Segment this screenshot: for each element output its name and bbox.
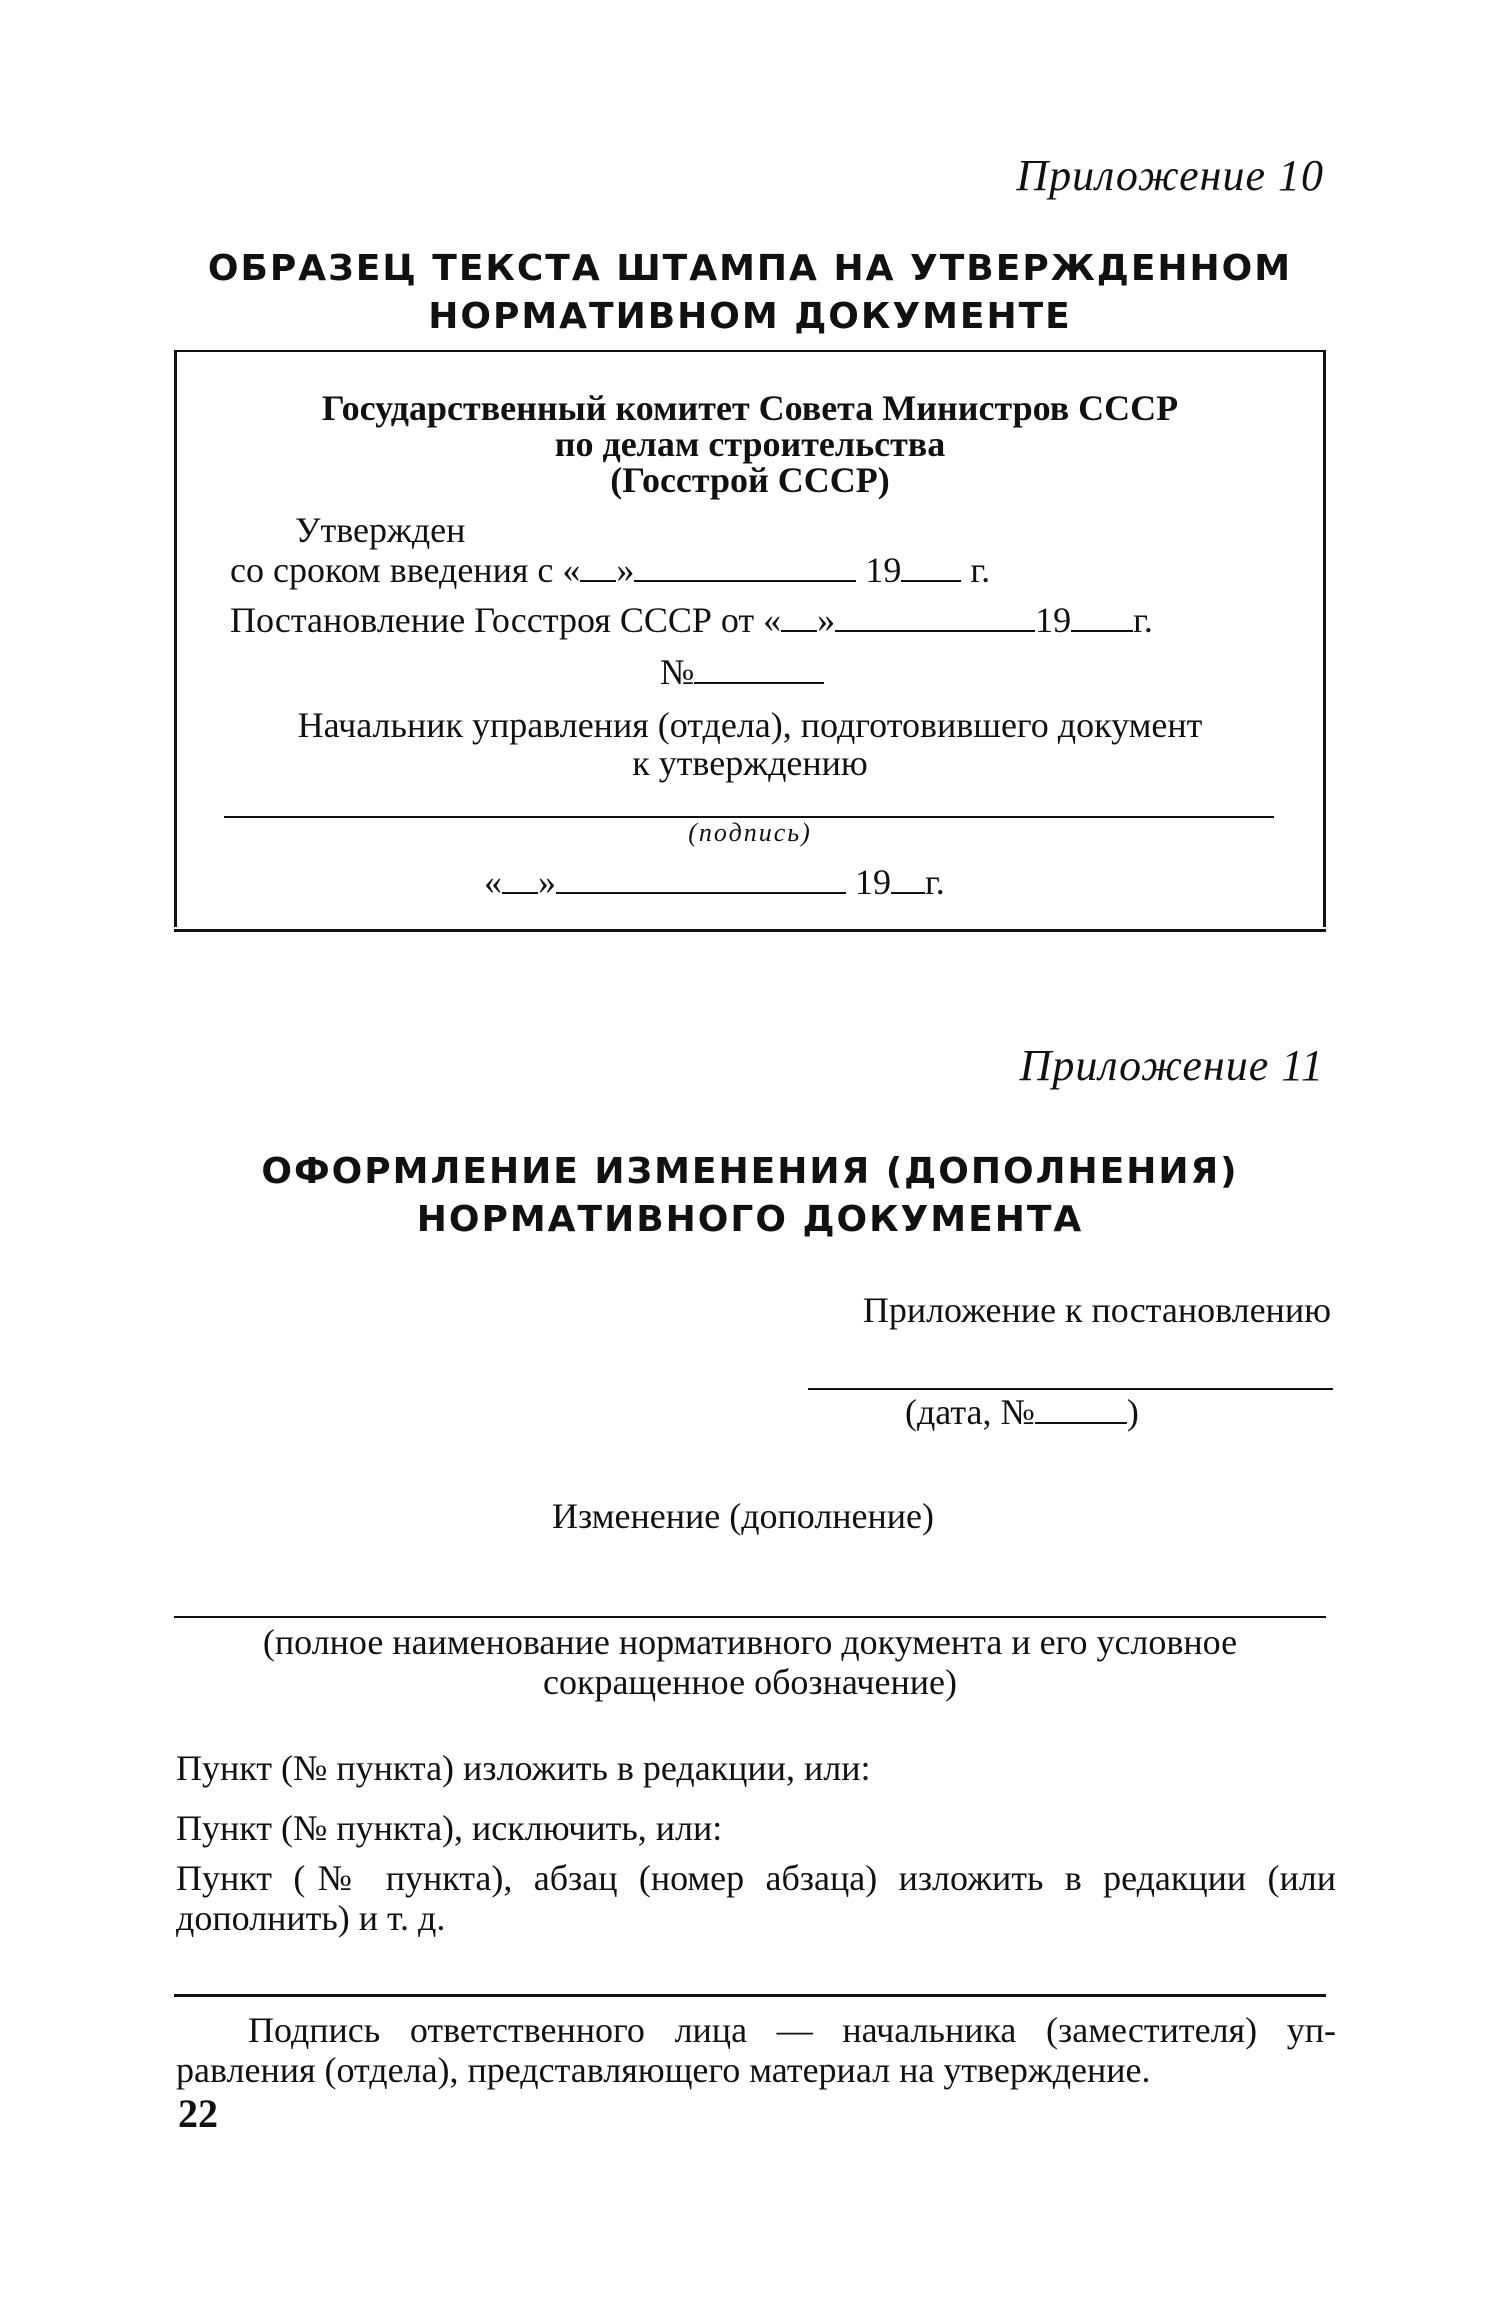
appendix-10-title-line1: ОБРАЗЕЦ ТЕКСТА ШТАМПА НА УТВЕРЖДЕННОМ (207, 248, 1293, 289)
stamp-org-line2: по делам строительства (554, 424, 946, 464)
instruction-item-3-line1: Пункт (№ пункта), абзац (номер абзаца) изложить в редакции (или (176, 1858, 1336, 1898)
stamp-resolution-year-prefix: 19 (1035, 600, 1072, 640)
appendix-11-title (170, 1148, 1330, 1244)
stamp-intro-date-line (230, 548, 990, 592)
stamp-date-open: « (484, 862, 502, 902)
document-name-caption-line1: (полное наименование нормативного документа и его условное (262, 1622, 1238, 1662)
stamp-resolution-line (230, 598, 1153, 642)
stamp-intro-day-blank (580, 550, 616, 582)
appendix-11-title-line1: ОФОРМЛЕНИЕ ИЗМЕНЕНИЯ (ДОПОЛНЕНИЯ) (261, 1151, 1239, 1192)
stamp-resolution-mid: » (817, 600, 836, 640)
footer-note-line1: Подпись ответственного лица — начальника (заместителя) уп- (248, 2010, 1336, 2050)
stamp-date-year-suffix: г. (925, 862, 945, 902)
instruction-item-1: Пункт (№ пункта) изложить в редакции, или: (176, 1748, 871, 1788)
stamp-org-line1: Государственный комитет Совета Министров СССР (321, 388, 1179, 428)
stamp-date-mid: » (538, 862, 556, 902)
stamp-signature-caption: (подпись) (688, 818, 812, 847)
stamp-number-blank (694, 652, 824, 684)
stamp-date-line (484, 860, 945, 904)
stamp-date-year-prefix: 19 (855, 862, 891, 902)
footer-note-line2: равления (отдела), представляющего материал на утверждение. (176, 2050, 1151, 2090)
resolution-annex-label: Приложение к постановлению (862, 1290, 1331, 1330)
stamp-intro-year-prefix: 19 (865, 550, 902, 590)
date-number-prefix: (дата, № (905, 1392, 1035, 1432)
instruction-item-3-line2: дополнить) и т. д. (176, 1898, 446, 1938)
stamp-resolution-prefix: Постановление Госстроя СССР от « (230, 600, 782, 640)
stamp-intro-prefix: со сроком введения с « (230, 550, 581, 590)
date-number-line (905, 1390, 1139, 1434)
stamp-resolution-day-blank (781, 600, 817, 632)
stamp-approved: Утвержден (295, 510, 466, 550)
footer-rule (174, 1994, 1326, 1997)
stamp-date-day-blank (502, 862, 538, 894)
stamp-org-line3: (Госстрой СССР) (610, 460, 890, 500)
stamp-resolution-year-suffix: г. (1133, 600, 1153, 640)
document-name-caption-line2: сокращенное обозначение) (542, 1662, 958, 1702)
appendix-11-label: Приложение 11 (1019, 1041, 1324, 1090)
stamp-resolution-month-blank (835, 600, 1035, 632)
change-label: Изменение (дополнение) (552, 1496, 935, 1536)
stamp-number-sign: № (660, 652, 695, 692)
stamp-number-line (660, 650, 824, 694)
appendix-10-label: Приложение 10 (1016, 151, 1324, 200)
date-number-blank (1035, 1392, 1127, 1424)
appendix-10-title-line2: НОРМАТИВНОМ ДОКУМЕНТЕ (428, 296, 1072, 337)
stamp-head-line1: Начальник управления (отдела), подготовившего документ (297, 705, 1203, 745)
stamp-intro-year-suffix: г. (970, 550, 991, 590)
document-name-caption (174, 1622, 1326, 1702)
stamp-intro-year-blank (901, 550, 961, 582)
stamp-organization (180, 390, 1320, 498)
footer-note (176, 2010, 1336, 2090)
appendix-11-title-line2: НОРМАТИВНОГО ДОКУМЕНТА (416, 1199, 1084, 1240)
stamp-bottom-rule (174, 929, 1326, 932)
instruction-item-3 (176, 1858, 1336, 1938)
document-name-rule (174, 1616, 1326, 1618)
stamp-head-text (180, 706, 1320, 782)
stamp-resolution-year-blank (1071, 600, 1133, 632)
stamp-intro-mid: » (616, 550, 635, 590)
instruction-item-2: Пункт (№ пункта), исключить, или: (176, 1808, 723, 1848)
page-number: 22 (178, 2091, 218, 2136)
stamp-head-line2: к утверждению (632, 743, 868, 783)
date-number-suffix: ) (1126, 1392, 1139, 1432)
stamp-date-year-blank (891, 862, 925, 894)
appendix-10-title (170, 245, 1330, 341)
stamp-intro-month-blank (634, 550, 856, 582)
stamp-date-month-blank (556, 862, 846, 894)
